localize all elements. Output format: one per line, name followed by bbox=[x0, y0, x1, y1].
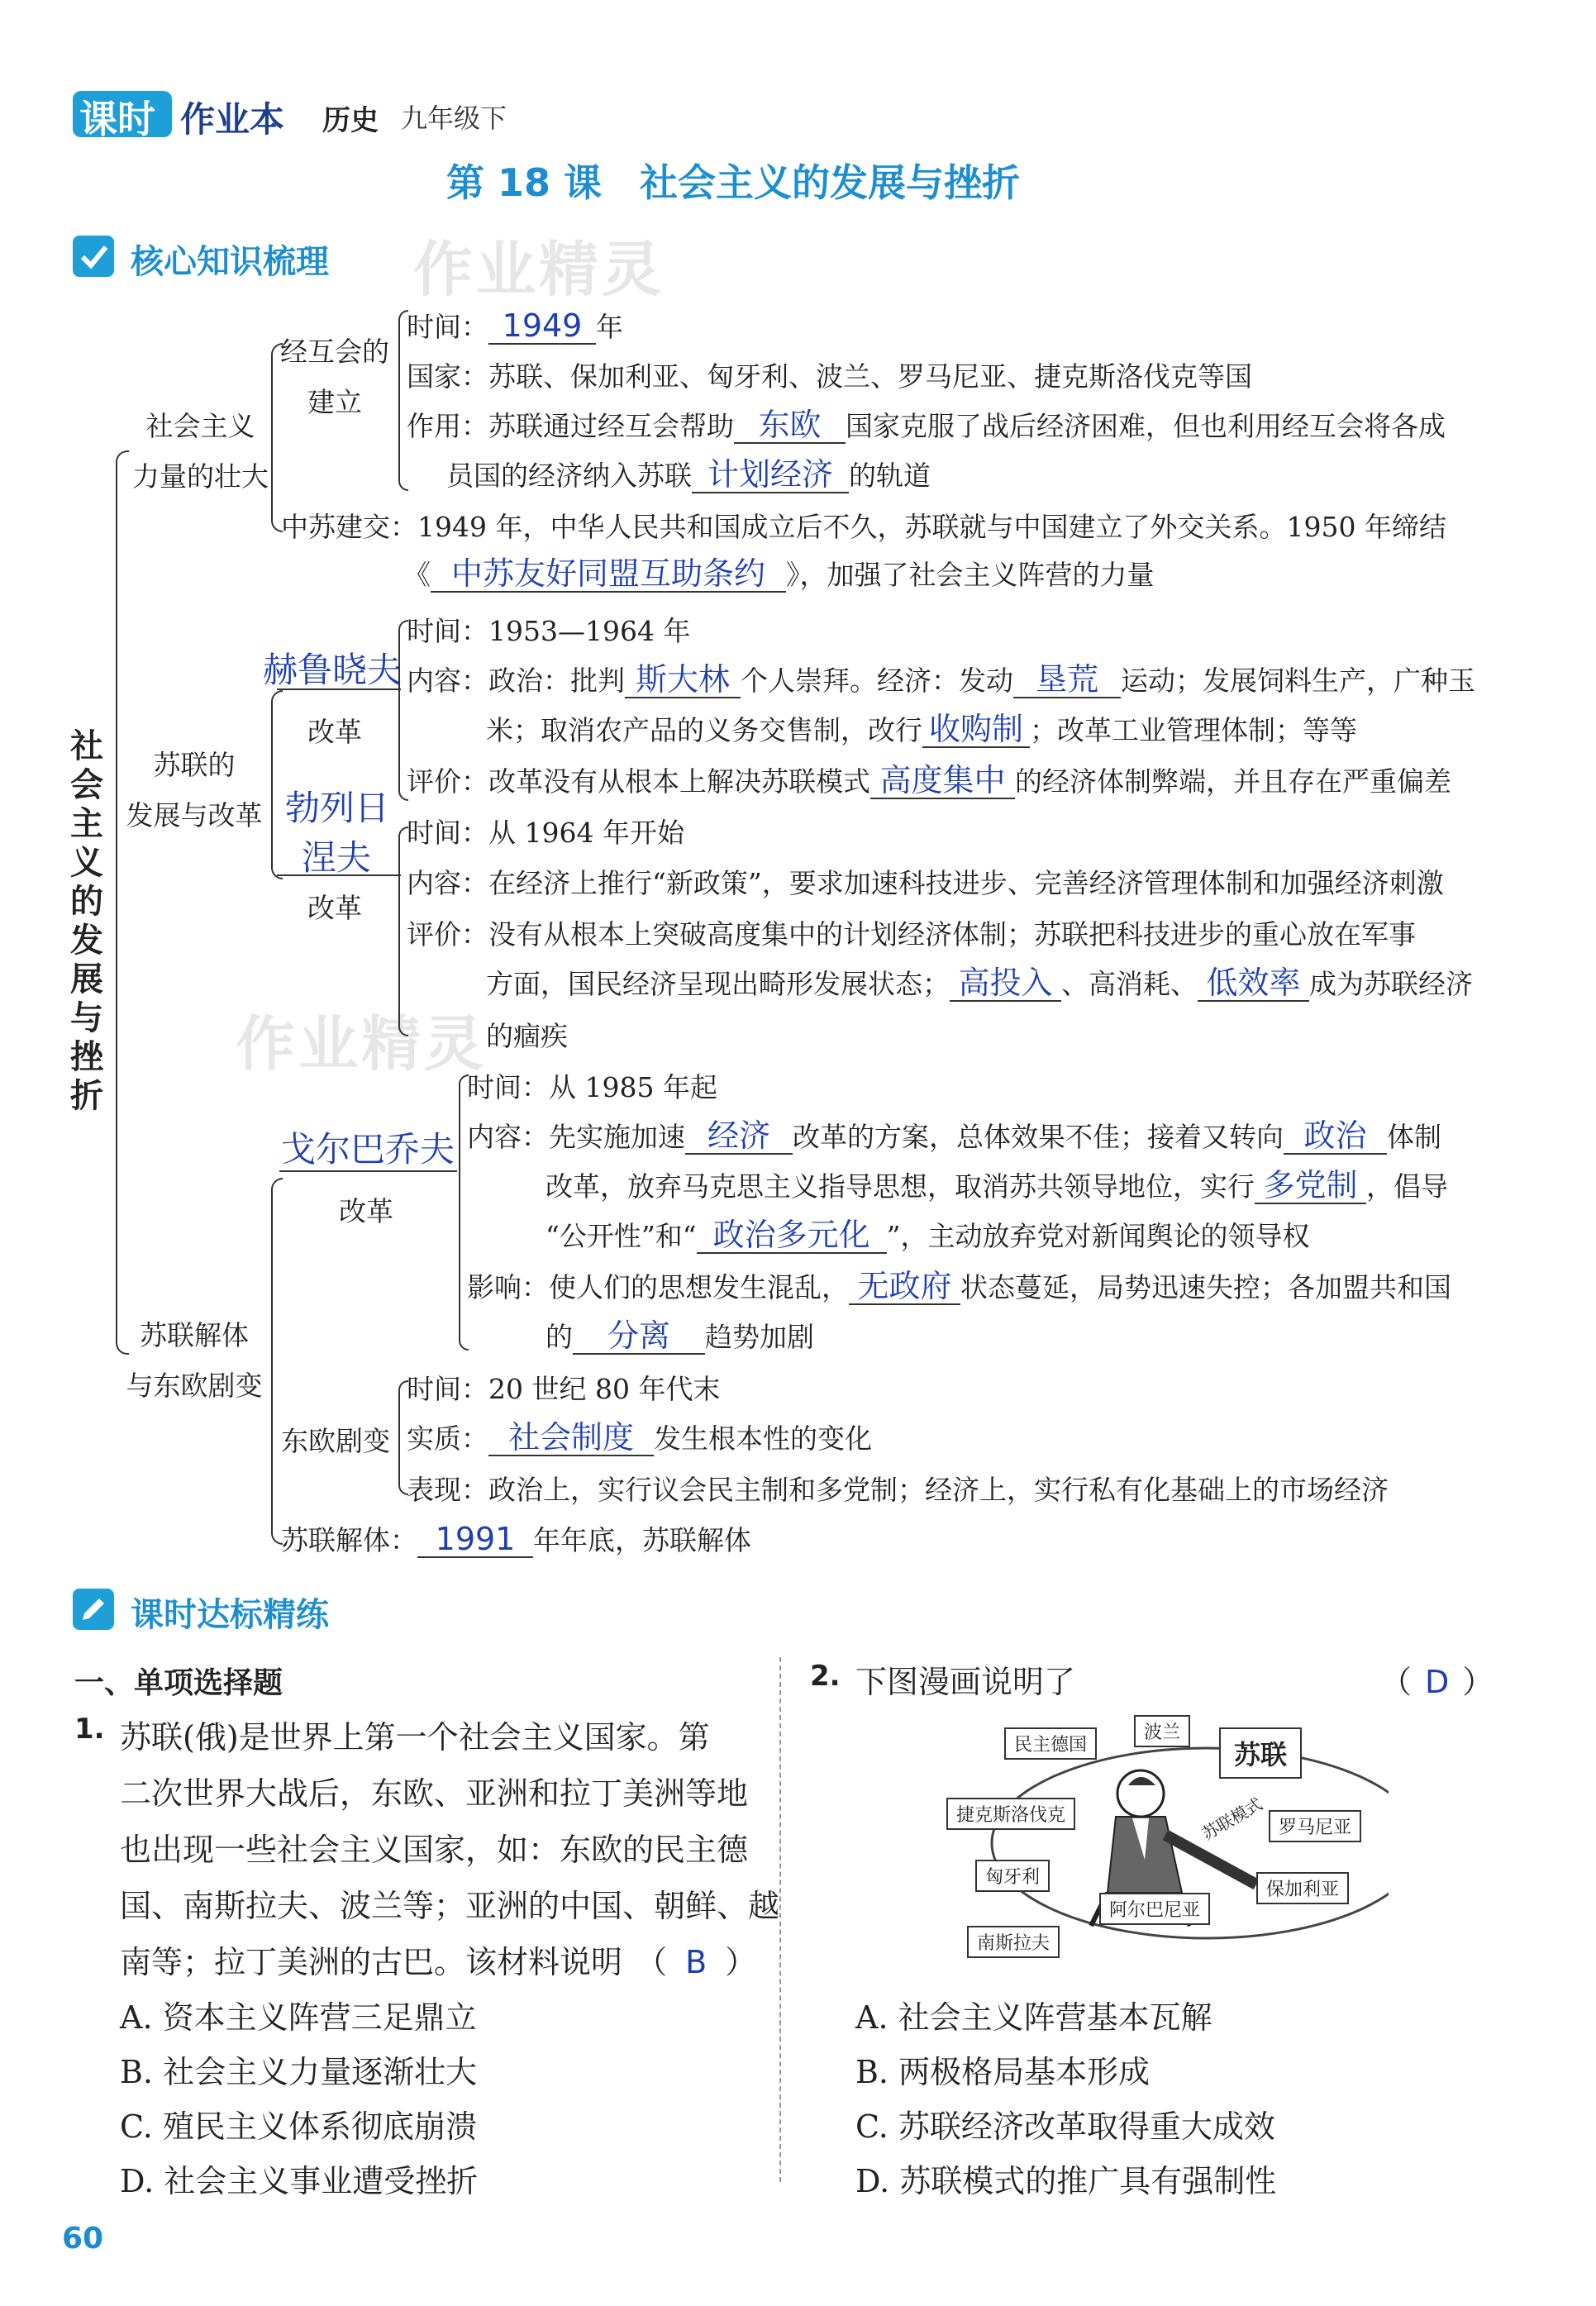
column-divider bbox=[779, 1657, 781, 2182]
brezhnev-sub: 改革 bbox=[307, 892, 362, 924]
tree-root-brace bbox=[116, 450, 129, 1355]
part-title: 一、单项选择题 bbox=[74, 1666, 283, 1700]
k-time: 时间：1953—1964 年 bbox=[407, 615, 691, 647]
grade: 九年级下 bbox=[401, 102, 507, 134]
answer-blank: 高度集中 bbox=[870, 765, 1015, 799]
branch2-brace bbox=[271, 690, 283, 879]
answer-blank: 无政府 bbox=[849, 1270, 960, 1305]
q2-option-d[interactable]: D. 苏联模式的推广具有强制性 bbox=[855, 2163, 1277, 2199]
jhh-label: 经互会的 建立 bbox=[280, 336, 389, 418]
answer-blank: 中苏友好同盟互助条约 bbox=[431, 558, 786, 593]
answer-blank: 政治 bbox=[1284, 1120, 1387, 1155]
answer-underline bbox=[279, 1170, 457, 1172]
cartoon-country: 阿尔巴尼亚 bbox=[1099, 1893, 1210, 1925]
jhh-country: 国家：苏联、保加利亚、匈牙利、波兰、罗马尼亚、捷克斯洛伐克等国 bbox=[407, 360, 1252, 393]
subject: 历史 bbox=[322, 104, 379, 137]
page-title: 第 18 课 社会主义的发展与挫折 bbox=[446, 160, 1021, 205]
branch3-brace bbox=[271, 1178, 283, 1545]
dy-show: 表现：政治上，实行议会民主制和多党制；经济上，实行私有化基础上的市场经济 bbox=[407, 1474, 1389, 1506]
k-eval: 评价：改革没有从根本上解决苏联模式 高度集中 的经济体制弊端，并且存在严重偏差 bbox=[407, 762, 1451, 798]
b-eval: 评价：没有从根本上突破高度集中的计划经济体制；苏联把科技进步的重心放在军事 bbox=[407, 918, 1416, 951]
dy-time: 时间：20 世纪 80 年代末 bbox=[407, 1373, 721, 1405]
k-content: 内容：政治：批判 斯大林 个人崇拜。经济：发动 垦荒 运动；发展饲料生产，广种玉 bbox=[407, 661, 1475, 698]
zs-line1: 中苏建交：1949 年，中华人民共和国成立后不久，苏联就与中国建立了外交关系。1950 年缔结 bbox=[281, 511, 1446, 543]
answer-underline bbox=[277, 688, 401, 690]
answer-blank: 收购制 bbox=[922, 713, 1030, 748]
answer-blank: 1949 bbox=[488, 310, 596, 345]
book-name: 作业本 bbox=[180, 99, 285, 140]
cartoon-country: 保加利亚 bbox=[1256, 1872, 1349, 1904]
q1-option-b[interactable]: B. 社会主义力量逐渐壮大 bbox=[120, 2054, 478, 2090]
jhh-role: 作用：苏联通过经互会帮助 东欧 国家克服了战后经济困难，但也利用经互会将各成 bbox=[407, 407, 1446, 443]
q1-number: 1. bbox=[74, 1713, 105, 1746]
branch3-label: 苏联解体 与东欧剧变 bbox=[126, 1319, 263, 1402]
watermark: 作业精灵 bbox=[236, 1009, 488, 1079]
answer-blank: 垦荒 bbox=[1013, 664, 1121, 698]
b-content: 内容：在经济上推行“新政策”，要求加速科技进步、完善经济管理体制和加强经济刺激 bbox=[407, 867, 1444, 899]
q2-number: 2. bbox=[810, 1660, 841, 1693]
cartoon-country: 波兰 bbox=[1134, 1715, 1190, 1747]
g-impact-cont: 的 分离 趋势加剧 bbox=[545, 1317, 814, 1354]
jhh-time: 时间： 1949 年 bbox=[407, 307, 623, 344]
gorbachev-answer: 戈尔巴乔夫 bbox=[281, 1129, 455, 1170]
answer-blank: 多党制 bbox=[1255, 1170, 1366, 1204]
tree-root-label: 社会主义的发展与挫折 bbox=[70, 727, 103, 1115]
cartoon-ussr: 苏联 bbox=[1219, 1727, 1302, 1779]
g-content-cont: 改革，放弃马克思主义指导思想，取消苏共领导地位，实行 多党制 ，倡导 bbox=[545, 1167, 1448, 1203]
brezhnev-answer-1: 勃列日 bbox=[285, 788, 390, 828]
answer-blank: 计划经济 bbox=[692, 459, 849, 493]
checklist-icon bbox=[73, 236, 114, 277]
dy-label: 东欧剧变 bbox=[281, 1425, 390, 1457]
q2-stem: 下图漫画说明了 bbox=[855, 1664, 1076, 1700]
q2-paren: （ D ） bbox=[1380, 1664, 1494, 1700]
section-title-knowledge: 核心知识梳理 bbox=[131, 243, 329, 281]
jhh-role-cont: 员国的经济纳入苏联 计划经济 的轨道 bbox=[446, 456, 931, 493]
gorbachev-sub: 改革 bbox=[339, 1195, 393, 1227]
watermark: 作业精灵 bbox=[413, 235, 665, 304]
answer-blank: 斯大林 bbox=[625, 664, 741, 698]
cartoon-country: 民主德国 bbox=[1004, 1727, 1097, 1760]
answer-blank: 经济 bbox=[685, 1120, 793, 1155]
answer-blank: 分离 bbox=[573, 1320, 705, 1355]
branch1-label: 社会主义 力量的壮大 bbox=[132, 410, 269, 493]
cartoon-country: 捷克斯洛伐克 bbox=[946, 1798, 1075, 1830]
cartoon-country: 南斯拉夫 bbox=[967, 1926, 1060, 1958]
q1-answer: B bbox=[685, 1944, 707, 1980]
answer-blank: 低效率 bbox=[1198, 967, 1309, 1002]
branch2-label: 苏联的 发展与改革 bbox=[126, 749, 263, 831]
k-content-cont: 米；取消农产品的义务交售制，改行 收购制 ；改革工业管理体制；等等 bbox=[486, 711, 1357, 747]
b-eval-cont: 方面，国民经济呈现出畸形发展状态； 高投入 、高消耗、 低效率 成为苏联经济 bbox=[486, 965, 1473, 1001]
logo-text: 课时 bbox=[79, 97, 155, 141]
cartoon-country: 罗马尼亚 bbox=[1269, 1810, 1361, 1842]
cartoon-country: 匈牙利 bbox=[975, 1860, 1050, 1892]
g-impact: 影响：使人们的思想发生混乱， 无政府 状态蔓延，局势迅速失控；各加盟共和国 bbox=[467, 1268, 1451, 1304]
khrushchev-answer: 赫鲁晓夫 bbox=[263, 650, 403, 690]
q2-option-b[interactable]: B. 两极格局基本形成 bbox=[855, 2054, 1151, 2090]
khrushchev-sub: 改革 bbox=[307, 716, 362, 748]
g-time: 时间：从 1985 年起 bbox=[467, 1071, 717, 1103]
section-title-practice: 课时达标精练 bbox=[131, 1596, 329, 1634]
q2-option-c[interactable]: C. 苏联经济改革取得重大成效 bbox=[855, 2108, 1275, 2145]
sl-line: 苏联解体： 1991 年年底，苏联解体 bbox=[281, 1521, 751, 1557]
answer-blank: 东欧 bbox=[734, 409, 846, 444]
cartoon-model-label: 苏联模式 bbox=[1198, 1794, 1266, 1845]
answer-underline bbox=[277, 874, 401, 876]
answer-blank: 高投入 bbox=[950, 967, 1061, 1002]
zs-line2: 《 中苏友好同盟互助条约 》，加强了社会主义阵营的力量 bbox=[403, 555, 1155, 592]
answer-blank: 社会制度 bbox=[488, 1422, 654, 1456]
q2-option-a[interactable]: A. 社会主义阵营基本瓦解 bbox=[855, 1999, 1212, 2036]
pencil-icon bbox=[73, 1589, 114, 1630]
q1-option-c[interactable]: C. 殖民主义体系彻底崩溃 bbox=[120, 2108, 477, 2145]
dy-substance: 实质： 社会制度 发生根本性的变化 bbox=[407, 1419, 872, 1456]
q1-stem: 苏联(俄)是世界上第一个社会主义国家。第 二次世界大战后，东欧、亚洲和拉丁美洲等地 也出现一些社会主义国家，如：东欧的民主德 国、南斯拉夫、波兰等；亚洲的中国、朝鲜、越 南等；拉丁美洲的古巴。该材料说明 （ B ） bbox=[120, 1719, 780, 1980]
b-time: 时间：从 1964 年开始 bbox=[407, 817, 684, 849]
brezhnev-answer-2: 涅夫 bbox=[302, 837, 372, 878]
b-eval-end: 的痼疾 bbox=[486, 1020, 568, 1052]
q2-answer: D bbox=[1425, 1664, 1450, 1700]
page-number: 60 bbox=[62, 2222, 104, 2256]
answer-blank: 政治多元化 bbox=[697, 1219, 887, 1254]
answer-blank: 1991 bbox=[417, 1523, 533, 1558]
q1-option-d[interactable]: D. 社会主义事业遭受挫折 bbox=[120, 2163, 479, 2199]
q1-option-a[interactable]: A. 资本主义阵营三足鼎立 bbox=[120, 1999, 477, 2036]
g-content-end: “公开性”和“ 政治多元化 ”，主动放弃党对新闻舆论的领导权 bbox=[545, 1217, 1310, 1253]
g-content: 内容：先实施加速 经济 改革的方案，总体效果不佳；接着又转向 政治 体制 bbox=[467, 1117, 1441, 1154]
